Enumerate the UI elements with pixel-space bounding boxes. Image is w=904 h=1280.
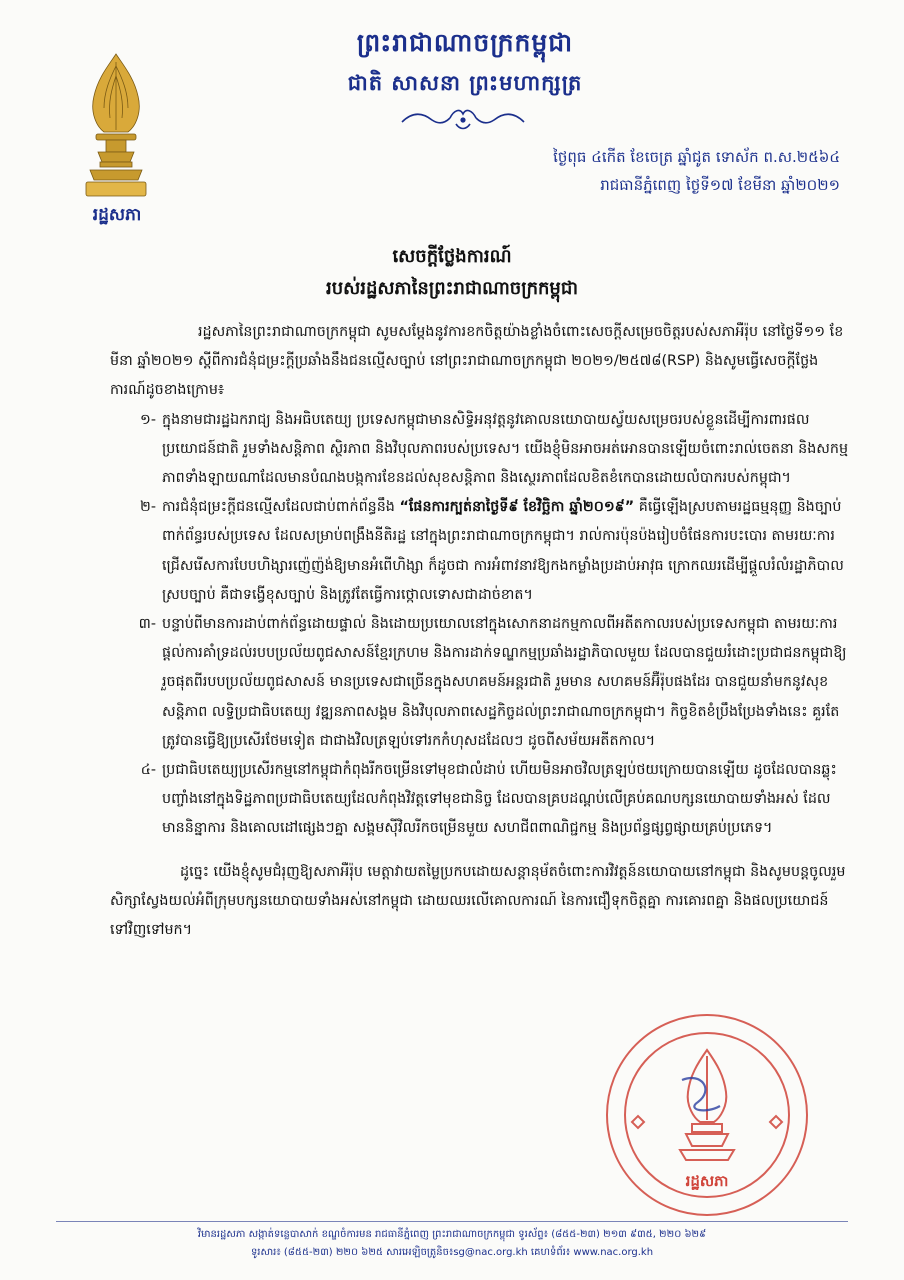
ornament-divider-icon <box>398 106 528 134</box>
intro-paragraph: រដ្ឋសភានៃព្រះរាជាណាចក្រកម្ពុជា សូមសម្តែងនូវការខកចិត្តយ៉ាងខ្លាំងចំពោះសេចក្តីសម្រេចចិត្តរបស់សភាអឺរ៉ុប នៅថ្ងៃទី១១ ខែមីនា ឆ្នាំ២០២១ ស្តីពីការជំនុំជម្រះក្តីប្រឆាំងនឹងជនល្មើសច្បាប់ នៅព្រះរាជាណាចក្រកម្ពុជា ២០២១/២៥៧៨(RSP) និងសូមធ្វើសេចក្តីថ្លែងការណ៍ដូចខាងក្រោម៖ <box>110 324 844 399</box>
item-text-before: ការជំនុំជម្រះក្តីជនល្មើសដែលជាប់ពាក់ព័ន្ធនឹង <box>162 499 400 516</box>
footer-divider <box>56 1221 848 1222</box>
item-number: ២- <box>140 499 156 516</box>
emblem-label: រដ្ឋសភា <box>92 205 142 225</box>
list-item <box>110 756 850 844</box>
item-text <box>162 493 850 610</box>
item-text: ប្រជាធិបតេយ្យប្រសើរកម្មនៅកម្ពុជាកំពុងរីកចម្រើនទៅមុខជាលំដាប់ ហើយមិនអាចវិលត្រឡប់ថយក្រោយបានឡើយ ដូចដែលបានឆ្លុះបញ្ចាំងនៅក្នុងទិដ្ឋភាពប្រជាធិបតេយ្យដែលកំពុងវិវត្តទៅមុខជានិច្ច ដែលបានគ្របដណ្តប់លើគ្រប់គណបក្សនយោបាយទាំងអស់ ដែលមាននិន្នាការ និងគោលដៅផ្សេងៗគ្នា សង្គមស៊ីវិលរីកចម្រើនមួយ សហជីពពាណិជ្ជកម្ម និងប្រព័ន្ធផ្សព្វផ្សាយគ្រប់ប្រភេទ។ <box>162 762 837 837</box>
national-motto: ជាតិ សាសនា ព្រះមហាក្សត្រ <box>347 71 583 95</box>
solar-date: រាជធានីភ្នំពេញ ថ្ងៃទី១៧ ខែមីនា ឆ្នាំ២០២១ <box>600 176 840 194</box>
statement-title: សេចក្តីថ្លែងការណ៍ <box>392 246 512 267</box>
stamp-label: រដ្ឋសភា <box>685 1172 729 1190</box>
list-item <box>110 493 850 610</box>
footer-address: វិមានរដ្ឋសភា សង្កាត់ទន្លេបាសាក់ ខណ្ឌចំការមន រាជធានីភ្នំពេញ ព្រះរាជាណាចក្រកម្ពុជា ទូរស័ព្ទ៖ (៨៥៥-២៣) ២១៣ ៩៣៥, ២២០ ៦២៩ <box>197 1229 707 1240</box>
item-number: ៣- <box>138 616 156 633</box>
plan-reference: “ផែនការក្បត់នាថ្ងៃទី៩ ខែវិច្ឆិកា ឆ្នាំ២០១៩” <box>399 499 635 516</box>
official-seal-icon <box>602 1010 812 1220</box>
closing-paragraph: ដូច្នេះ យើងខ្ញុំសូមជំរុញឱ្យសភាអឺរ៉ុប មេត្តាវាយតម្លៃប្រកបដោយសន្តានុម័តចំពោះការវិវត្តន៍នយោបាយនៅកម្ពុជា និងសូមបន្តចូលរួមសិក្សាស្វែងយល់អំពីក្រុមបក្សនយោបាយទាំងអស់នៅកម្ពុជា ដោយឈរលើគោលការណ៍ នៃការជឿទុកចិត្តគ្នា ការគោរពគ្នា និងផលប្រយោជន៍ទៅវិញទៅមក។ <box>110 863 846 939</box>
item-number: ១- <box>140 411 156 428</box>
lunar-date: ថ្ងៃពុធ ៤កើត ខែចេត្រ ឆ្នាំជូត ទោស័ក ព.ស.២៥៦៤ <box>553 148 840 166</box>
item-text: បន្ទាប់ពីមានការដាប់ពាក់ព័ន្ធដោយផ្ទាល់ និងដោយប្រយោលនៅក្នុងសោកនាដកម្មកាលពីអតីតកាលរបស់ប្រទេសកម្ពុជា តាមរយៈការផ្តល់ការគាំទ្រដល់របបប្រល័យពូជសាសន៍ខ្មែរក្រហម និងការដាក់ទណ្ឌកម្មប្រឆាំងរដ្ឋាភិបាលមួយ ដែលបានជួយរំដោះប្រជាជនកម្ពុជាឱ្យរួចផុតពីរបបប្រល័យពូជសាសន៍ មានប្រទេសជាច្រើនក្នុងសហគមន៍អន្តរជាតិ រួមមាន សហគមន៍អ៊ឺរ៉ុបផងដែរ បានជួយនាំមកនូវសុខសន្តិភាព លទ្ធិប្រជាធិបតេយ្យ វឌ្ឍនភាពសង្គម និងវិបុលភាពសេដ្ឋកិច្ចដល់ព្រះរាជាណាចក្រកម្ពុជា។ កិច្ចខិតខំប្រឹងប្រែងទាំងនេះ គួរតែត្រូវបានធ្វើឱ្យប្រសើរថែមទៀត ជាជាងវិលត្រឡប់ទៅរកកំហុសដដែលៗ ដូចពីសម័យអតីតកាល។ <box>162 616 847 749</box>
item-text: ក្នុងនាមជារដ្ឋឯករាជ្យ និងអធិបតេយ្យ ប្រទេសកម្ពុជាមានសិទ្ធិអនុវត្តនូវគោលនយោបាយស្វ័យសម្រេចរបស់ខ្លួនដើម្បីការពារផលប្រយោជន៍ជាតិ រួមទាំងសន្តិភាព ស្ថិរភាព និងវិបុលភាពរបស់ប្រទេស។ យើងខ្ញុំមិនអាចអត់អោនបានឡើយចំពោះរាល់ចេតនា និងសកម្មភាពទាំងឡាយណាដែលមានបំណងបង្កការខែនដល់សុខសន្តិភាព និងស្ថេរភាពដែលខិតខំកេបានដោយលំបាករបស់កម្ពុជា។ <box>162 411 849 487</box>
footer-contact: ទូរសារ៖ (៨៥៥-២៣) ២២០ ៦២៥ សារអេឡិចត្រូនិច៖sg@nac.org.kh គេហទំព័រ៖ www.nac.org.kh <box>250 1247 654 1258</box>
list-item <box>110 610 850 756</box>
parliament-emblem-icon <box>80 52 152 200</box>
item-number: ៤- <box>140 762 156 779</box>
list-item <box>110 406 850 494</box>
kingdom-heading: ព្រះរាជាណាចក្រកម្ពុជា <box>356 28 574 57</box>
statement-body <box>110 318 850 945</box>
item-text-after: គឺធ្វើឡើងស្របតាមរដ្ឋធម្មនុញ្ញ និងច្បាប់ពាក់ព័ន្ធរបស់ប្រទេស ដែលសម្រាប់ពង្រឹងនីតិរដ្ឋ នៅក្នុងព្រះរាជាណាចក្រកម្ពុជា។ រាល់ការប៉ុនប៉ងរៀបចំផែនការបះបោរ តាមរយៈការជ្រើសរើសការបែបហិង្សារញ៉េញ៉ង់ឱ្យមានអំពើហិង្សា ក៏ដូចជា ការអំពាវនាវឱ្យកងកម្លាំងប្រដាប់អាវុធ ក្រោកឈរដើម្បីផ្តួលរំលំរដ្ឋាភិបាលស្របច្បាប់ គឺជាទង្វើខុសច្បាប់ និងត្រូវតែធ្វើការថ្កោលទោសជាដាច់ខាត។ <box>162 499 844 603</box>
statement-subtitle: របស់រដ្ឋសភានៃព្រះរាជាណាចក្រកម្ពុជា <box>326 278 578 299</box>
